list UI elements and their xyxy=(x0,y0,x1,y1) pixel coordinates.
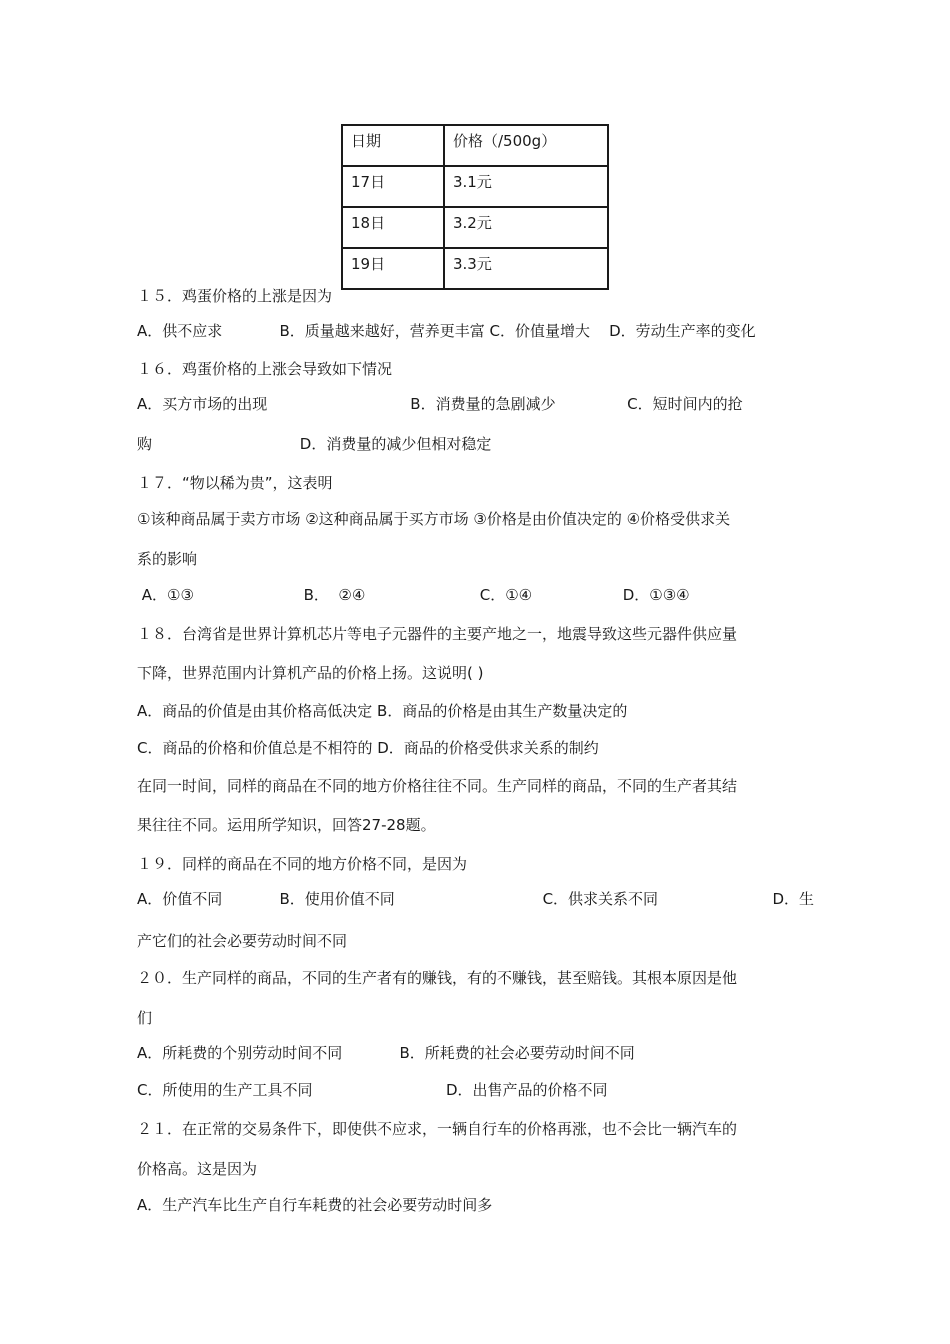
question-19-stem: １９．同样的商品在不同的地方价格不同，是因为 xyxy=(137,855,468,873)
question-16-options: A．买方市场的出现 B．消费量的急剧减少 C．短时间内的抢 xyxy=(137,395,743,413)
table-header-row xyxy=(342,125,608,166)
question-15-options: A．供不应求 B．质量越来越好，营养更丰富 C．价值量增大 D．劳动生产率的变化 xyxy=(137,322,756,340)
table-header-cell: 日期 xyxy=(342,125,444,166)
table-header-cell: 价格（/500g） xyxy=(444,125,608,166)
question-18-stem: １８．台湾省是世界计算机芯片等电子元器件的主要产地之一，地震导致这些元器件供应量 xyxy=(137,625,738,643)
table-row xyxy=(342,207,608,248)
question-20-options-ab: A．所耗费的个别劳动时间不同 B．所耗费的社会必要劳动时间不同 xyxy=(137,1044,635,1062)
table-cell: 3.1元 xyxy=(444,166,608,207)
question-18-stem-cont: 下降，世界范围内计算机产品的价格上扬。这说明( ) xyxy=(137,664,484,682)
table-cell: 18日 xyxy=(342,207,444,248)
question-20-options-cd: C．所使用的生产工具不同 D．出售产品的价格不同 xyxy=(137,1081,608,1099)
table-row xyxy=(342,248,608,289)
question-16-stem: １６．鸡蛋价格的上涨会导致如下情况 xyxy=(137,360,393,378)
question-15-stem: １５．鸡蛋价格的上涨是因为 xyxy=(137,287,333,305)
question-19-options-cont: 产它们的社会必要劳动时间不同 xyxy=(137,932,348,950)
question-21-stem: ２１．在正常的交易条件下，即使供不应求，一辆自行车的价格再涨，也不会比一辆汽车的 xyxy=(137,1120,738,1138)
question-17-statements: ①该种商品属于卖方市场 ②这种商品属于买方市场 ③价格是由价值决定的 ④价格受供求关 xyxy=(137,510,731,528)
question-21-option-a: A．生产汽车比生产自行车耗费的社会必要劳动时间多 xyxy=(137,1196,493,1214)
question-18-options-ab: A．商品的价值是由其价格高低决定 B．商品的价格是由其生产数量决定的 xyxy=(137,702,628,720)
question-17-stem: １７．“物以稀为贵”，这表明 xyxy=(137,474,333,492)
table-cell: 3.3元 xyxy=(444,248,608,289)
table-cell: 19日 xyxy=(342,248,444,289)
table-row xyxy=(342,166,608,207)
question-20-stem: ２０．生产同样的商品，不同的生产者有的赚钱，有的不赚钱，甚至赔钱。其根本原因是他 xyxy=(137,969,738,987)
price-table xyxy=(341,124,609,290)
question-17-statements-cont: 系的影响 xyxy=(137,550,198,568)
question-19-options: A．价值不同 B．使用价值不同 C．供求关系不同 D．生 xyxy=(137,890,815,908)
table-cell: 3.2元 xyxy=(444,207,608,248)
passage-text-cont: 果往往不同。运用所学知识，回答27-28题。 xyxy=(137,816,436,834)
question-18-options-cd: C．商品的价格和价值总是不相符的 D．商品的价格受供求关系的制约 xyxy=(137,739,599,757)
question-20-stem-cont: 们 xyxy=(137,1009,153,1027)
question-16-options-cont: 购 D．消费量的减少但相对稳定 xyxy=(137,435,492,453)
passage-text: 在同一时间，同样的商品在不同的地方价格往往不同。生产同样的商品，不同的生产者其结 xyxy=(137,777,738,795)
question-17-options: A．①③ B． ②④ C．①④ D．①③④ xyxy=(137,586,690,604)
table-cell: 17日 xyxy=(342,166,444,207)
question-21-stem-cont: 价格高。这是因为 xyxy=(137,1160,258,1178)
